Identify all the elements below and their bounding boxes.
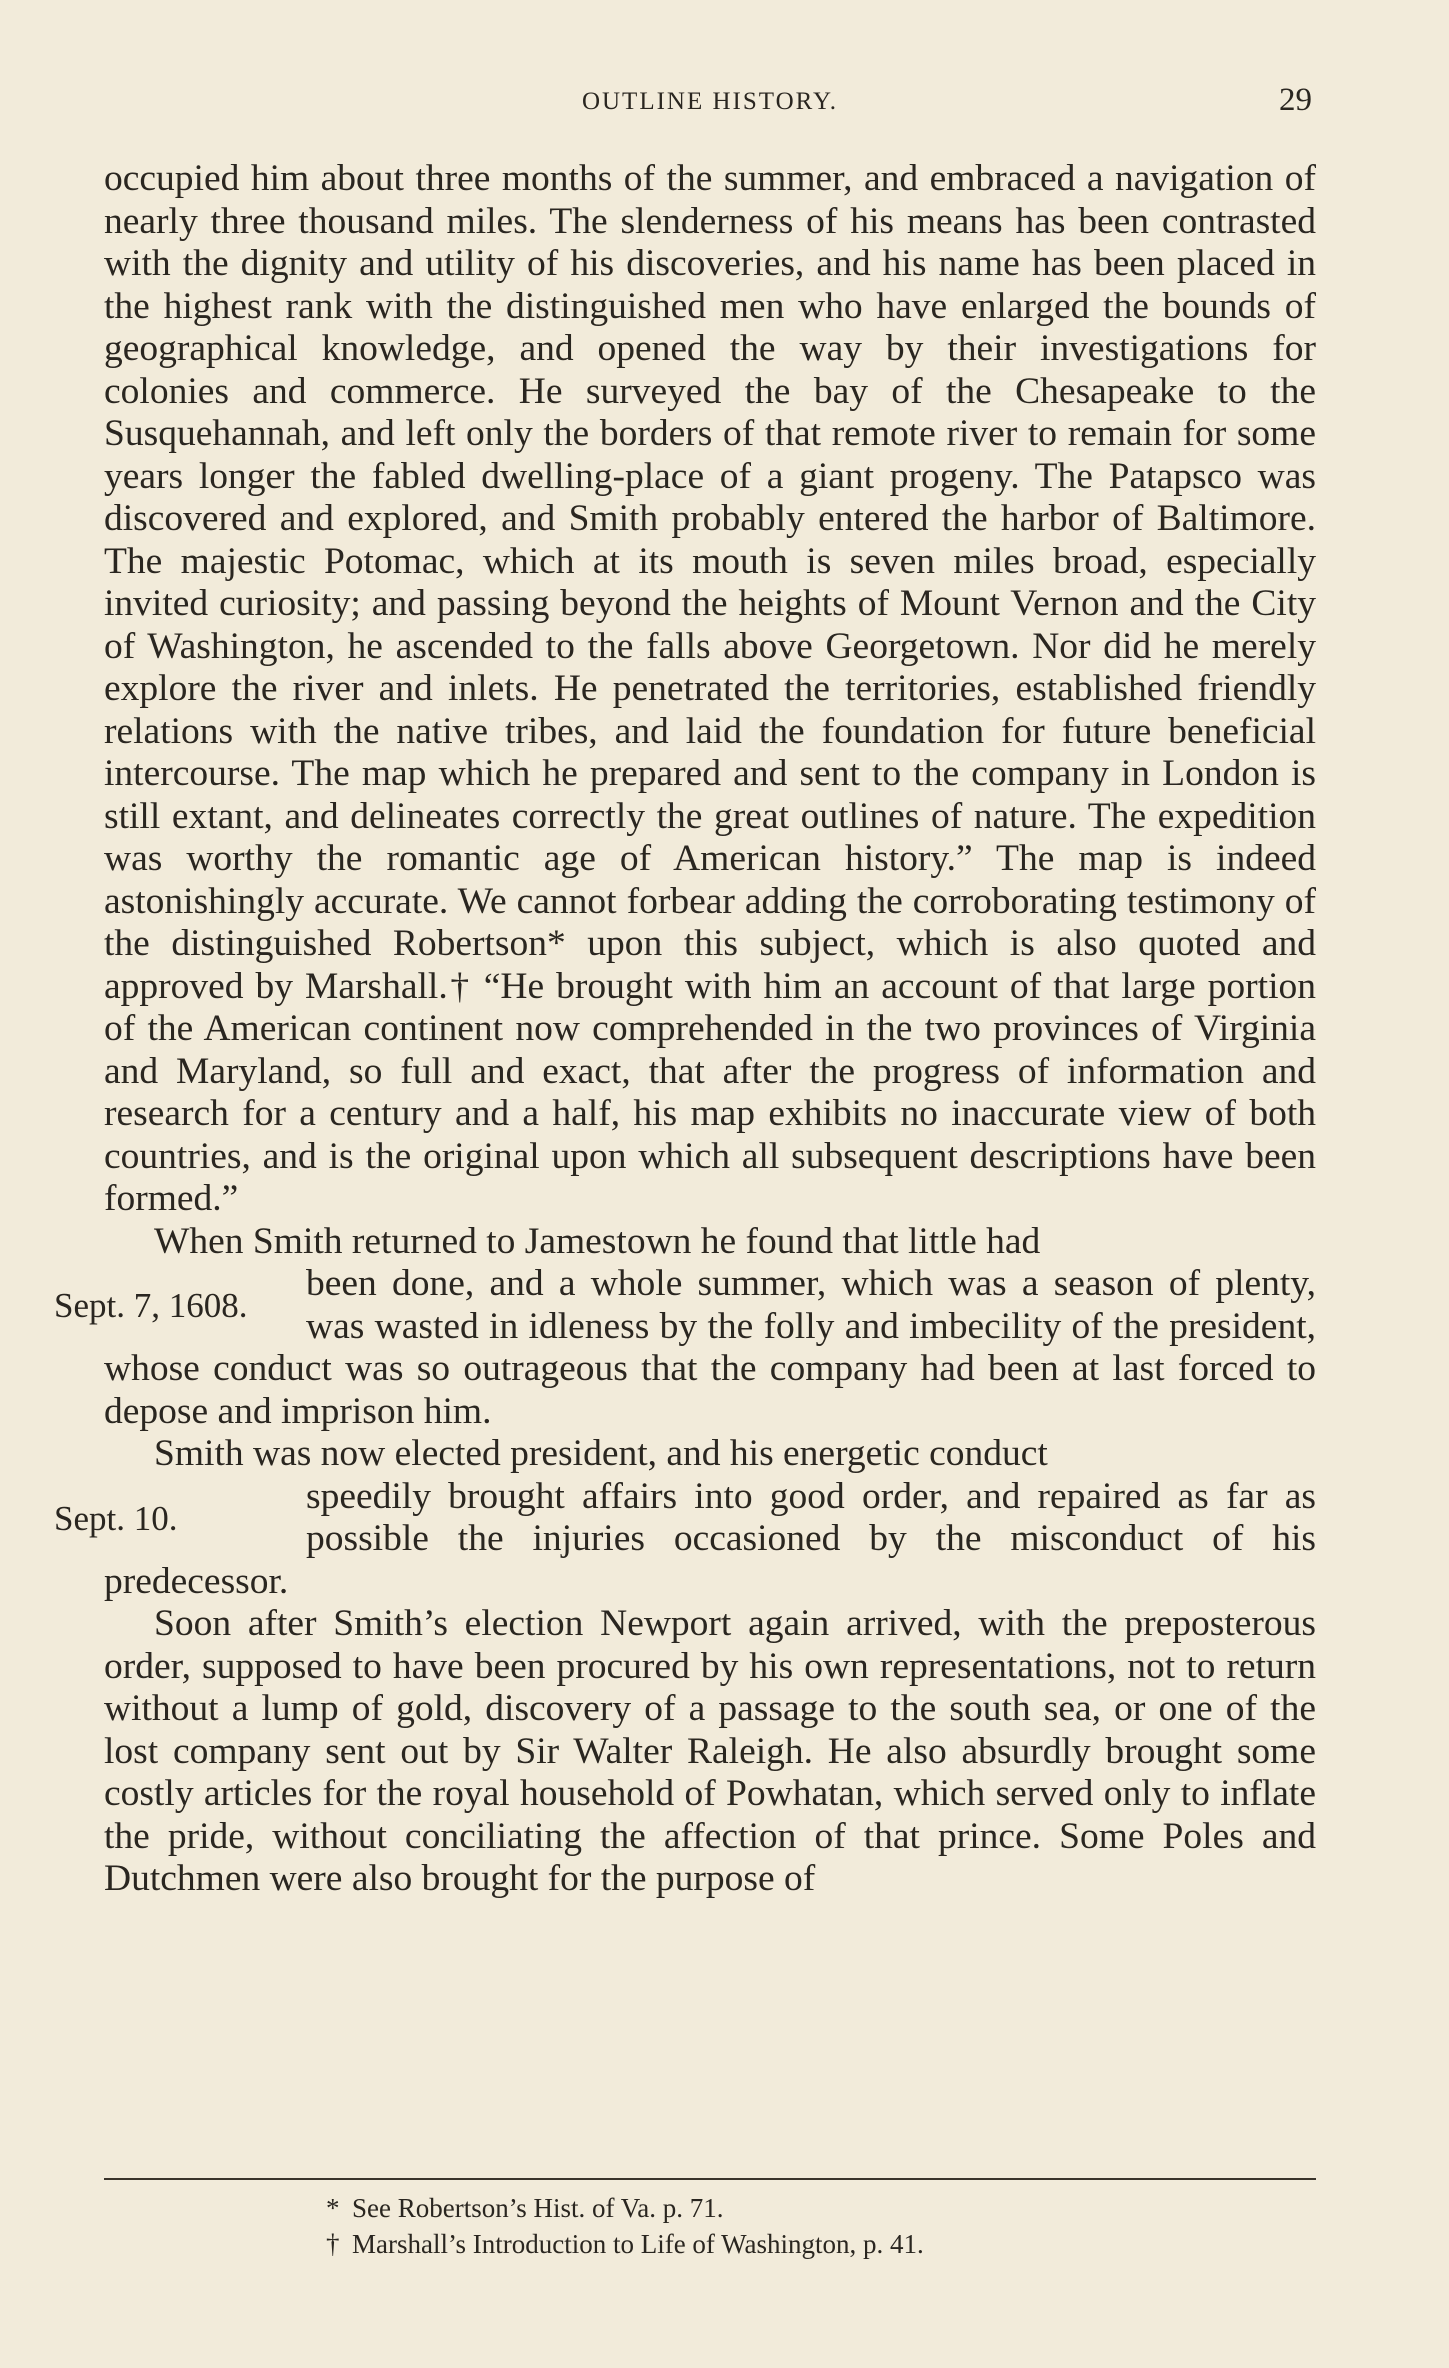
paragraph-2-text: been done, and a whole summer, which was a season of plenty, was wasted in idleness by the folly and imbecility of the president, whose conduct was so outrageous that the company had been at last forced to depose and imprison him. — [104, 1263, 1316, 1432]
footnote-1 — [326, 2190, 1306, 2226]
paragraph-3-lead: Smith was now elected president, and his energetic conduct — [154, 1433, 1048, 1474]
paragraph-3 — [54, 1433, 1316, 1603]
paragraph-3-text: speedily brought affairs into good order, and repaired as far as possible the injuries occasioned by the misconduct of his predecessor. — [104, 1475, 1316, 1602]
footnote-mark: * — [326, 2193, 340, 2223]
footnote-text: See Robertson’s Hist. of Va. p. 71. — [352, 2193, 724, 2223]
running-title: OUTLINE HISTORY. — [581, 88, 839, 115]
footnotes — [326, 2190, 1306, 2262]
footnote-divider — [104, 2178, 1316, 2180]
footnote-2 — [326, 2226, 1306, 2262]
paragraph-1: occupied him about three months of the summer, and embraced a navigation of nearly three thousand miles. The slenderness of his means has been contrasted with the dignity and utility of his discoveries, and his name has been placed in the highest rank with the distinguished men who have enlarged the bounds of geographical knowledge, and opened the way by their investigations for colonies and commerce. He surveyed the bay of the Chesapeake to the Susquehannah, and left only the borders of that remote river to remain for some years longer the fabled dwelling-place of a giant progeny. The Patapsco was discovered and explored, and Smith probably entered the harbor of Baltimore. The majestic Potomac, which at its mouth is seven miles broad, especially invited curiosity; and passing beyond the heights of Mount Vernon and the City of Washington, he ascended to the falls above Georgetown. Nor did he merely explore the river and inlets. He penetrated the territories, established friendly relations with the native tribes, and laid the foundation for future beneficial intercourse. The map which he prepared and sent to the company in London is still extant, and delineates correctly the great outlines of nature. The expedition was worthy the romantic age of American history.” The map is indeed astonishingly accurate. We cannot forbear adding the corroborating testimony of the distinguished Robertson* upon this subject, which is also quoted and approved by Marshall.† “He brought with him an account of that large portion of the American continent now comprehended in the two provinces of Virginia and Maryland, so full and exact, that after the progress of information and research for a century and a half, his map exhibits no inaccurate view of both countries, and is the original upon which all subsequent descriptions have been formed.” — [104, 158, 1316, 1219]
footnote-mark: † — [326, 2229, 340, 2259]
page-number: 29 — [1279, 82, 1312, 118]
margin-date-sept-10: Sept. 10. — [54, 1498, 178, 1538]
body-text — [54, 158, 1316, 1901]
running-head — [108, 82, 1312, 122]
margin-date-sept-7: Sept. 7, 1608. — [54, 1286, 248, 1325]
paragraph-4: Soon after Smith’s election Newport again arrived, with the preposterous order, supposed to have been procured by his own representations, not to return without a lump of gold, discovery of a passage to the south sea, or one of the lost company sent out by Sir Walter Raleigh. He also absurdly brought some costly articles for the royal household of Powhatan, which served only to inflate the pride, without conciliating the affection of that prince. Some Poles and Dutchmen were also brought for the purpose of — [104, 1603, 1316, 1899]
paragraph-2-lead: When Smith returned to Jamestown he found that little had — [154, 1220, 1041, 1262]
paragraph-2 — [54, 1220, 1316, 1434]
footnote-text: Marshall’s Introduction to Life of Washington, p. 41. — [352, 2229, 924, 2259]
